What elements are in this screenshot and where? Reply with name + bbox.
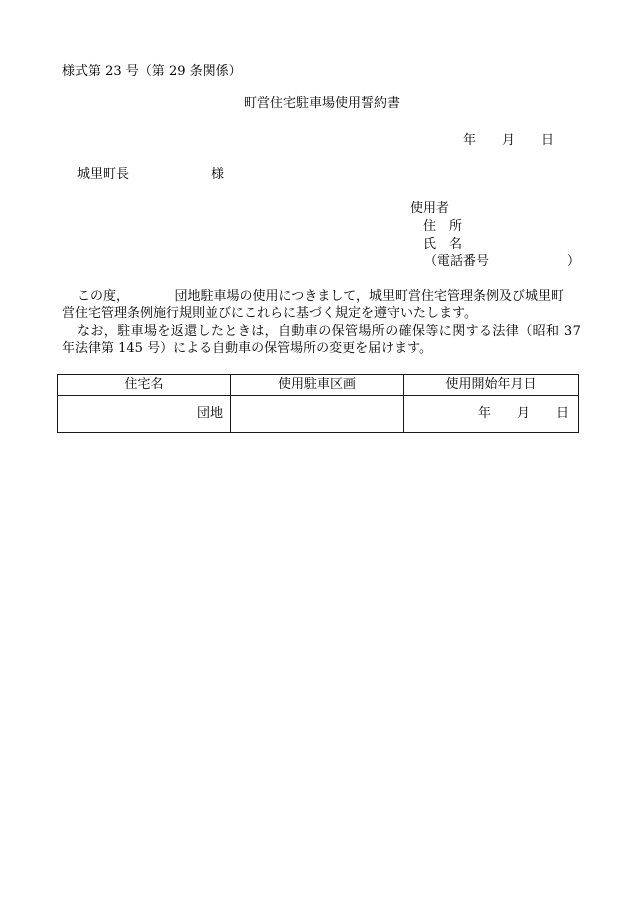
name-label: 氏 名 [423, 237, 463, 252]
cell-housing-name: 団地 [58, 396, 231, 433]
applicant-heading: 使用者 [410, 201, 450, 216]
table-row [58, 396, 579, 433]
body-line: なお，駐車場を返還したときは，自動車の保管場所の確保等に関する法律（昭和 37 [77, 324, 582, 339]
address-label: 住 所 [423, 219, 463, 234]
phone-label: （電話番号 ） [424, 254, 581, 269]
cell-start-date: 年 月 日 [404, 396, 579, 433]
header-start-date: 使用開始年月日 [404, 375, 579, 396]
honorific: 様 [211, 167, 225, 182]
body-line: この度， 団地駐車場の使用につきまして，城里町営住宅管理条例及び城里町 [77, 289, 564, 304]
cell-parking-space [231, 396, 404, 433]
body-line: 営住宅管理条例施行規則並びにこれらに基づく規定を遵守いたします。 [62, 306, 477, 321]
addressee: 城里町長 [77, 167, 130, 182]
header-parking-space: 使用駐車区画 [231, 375, 404, 396]
parking-usage-table [57, 374, 579, 433]
document-title: 町営住宅駐車場使用誓約書 [244, 96, 401, 111]
date-line: 年 月 日 [463, 133, 555, 148]
header-housing-name: 住宅名 [58, 375, 231, 396]
table-header-row [58, 375, 579, 396]
form-number: 様式第 23 号（第 29 条関係） [62, 64, 242, 79]
body-line: 年法律第 145 号）による自動車の保管場所の変更を届けます。 [62, 341, 433, 356]
